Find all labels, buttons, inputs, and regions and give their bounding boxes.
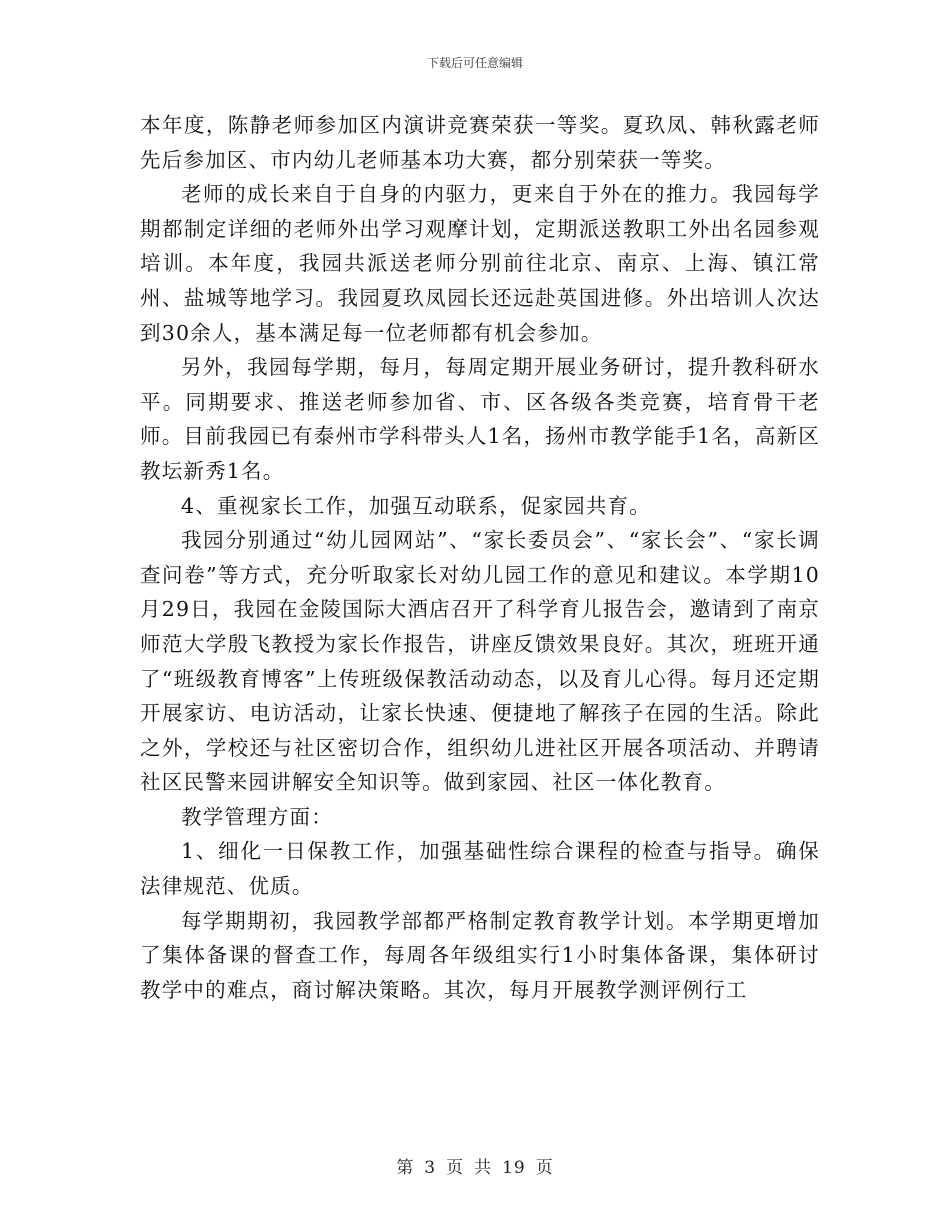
total-pages: 19 — [502, 1158, 526, 1178]
paragraph-2: 老师的成长来自于自身的内驱力，更来自于外在的推力。我园每学期都制定详细的老师外出学习观摩计划，定期派送教职工外出名园参观培训。本年度，我园共派送老师分别前往北京、南京、上海、镇江常州、盐城等地学习。我园夏玖凤园长还远赴英国进修。外出培训人次达到30余人，基本满足每一位老师都有机会参加。 — [140, 182, 820, 345]
paragraph-5: 我园分别通过“幼儿园网站”、“家长委员会”、“家长会”、“家长调查问卷”等方式，充分听取家长对幼儿园工作的意见和建议。本学期10月29日，我园在金陵国际大酒店召开了科学育儿报告会，邀请到了南京师范大学殷飞教授为家长作报告，讲座反馈效果良好。其次，班班开通了“班级教育博客”上传班级保教活动动态，以及育儿心得。每月还定期开展家访、电访活动，让家长快速、便捷地了解孩子在园的生活。除此之外，学校还与社区密切合作，组织幼儿进社区开展各项活动、并聘请社区民警来园讲解安全知识等。做到家园、社区一体化教育。 — [140, 528, 820, 795]
paragraph-8: 每学期期初，我园教学部都严格制定教育教学计划。本学期更增加了集体备课的督查工作，每周各年级组实行1小时集体备课，集体研讨教学中的难点，商讨解决策略。其次，每月开展教学测评例行工 — [140, 908, 820, 1002]
footer-ye: 页 — [446, 1158, 465, 1178]
footer-ye-2: 页 — [535, 1158, 554, 1178]
page-number: 3 — [424, 1158, 437, 1178]
document-body — [140, 108, 820, 1007]
section-item-1: 1、细化一日保教工作，加强基础性综合课程的检查与指导。确保法律规范、优质。 — [140, 839, 820, 899]
footer-gong: 共 — [474, 1158, 493, 1178]
paragraph-3: 另外，我园每学期，每月，每周定期开展业务研讨，提升教科研水平。同期要求、推送老师参加省、市、区各级各类竞赛，培育骨干老师。目前我园已有泰州市学科带头人1名，扬州市教学能手1名，高新区教坛新秀1名。 — [140, 355, 820, 483]
section-heading-teaching: 教学管理方面： — [181, 804, 333, 829]
section-heading-parents: 4、重视家长工作，加强互动联系，促家园共育。 — [181, 493, 651, 518]
page-header-note: 下载后可任意编辑 — [426, 56, 523, 70]
paragraph-1: 本年度，陈静老师参加区内演讲竞赛荣获一等奖。夏玖凤、韩秋露老师先后参加区、市内幼儿老师基本功大赛，都分别荣获一等奖。 — [140, 113, 820, 172]
page-footer — [0, 1153, 950, 1178]
footer-di: 第 — [396, 1158, 415, 1178]
